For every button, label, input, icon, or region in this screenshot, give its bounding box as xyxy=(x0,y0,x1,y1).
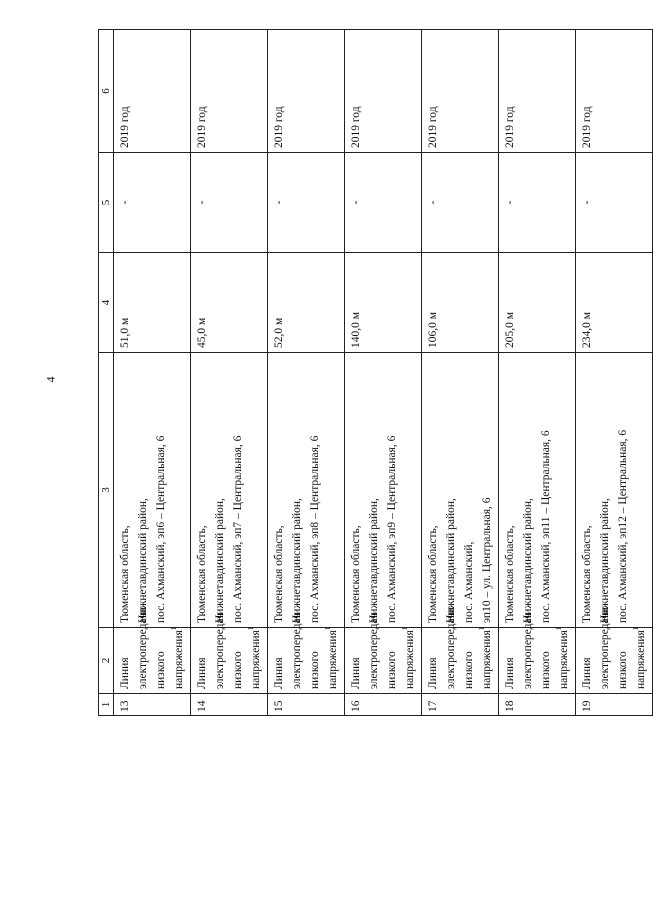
object-type-line xyxy=(270,632,288,689)
year-cell: 2019 год xyxy=(422,30,499,153)
table-row xyxy=(576,30,653,716)
object-type-line xyxy=(193,632,211,689)
table-row xyxy=(345,30,422,716)
object-type-text: напряжения xyxy=(558,630,570,689)
object-type-text: электропередач xyxy=(214,613,226,689)
object-type-cell xyxy=(191,613,268,694)
footnote-marker: 1 xyxy=(324,626,332,631)
address-cell xyxy=(268,353,345,628)
header-col-2: 2 xyxy=(99,628,114,694)
object-type-cell xyxy=(499,613,576,694)
object-type-line xyxy=(324,626,342,689)
row-number-cell: 18 xyxy=(499,694,576,716)
object-type-line xyxy=(229,632,247,689)
address-cell xyxy=(114,353,191,628)
object-type-line xyxy=(424,632,442,689)
address-line: Нижнетавдинский район, xyxy=(137,498,149,623)
object-type-text: Линия xyxy=(350,657,362,689)
object-type-line xyxy=(306,632,324,689)
object-type-text: низкого xyxy=(463,651,475,689)
address-line: пос. Ахманский, эп9 – Центральная, 6 xyxy=(386,435,398,623)
footnote-marker: 1 xyxy=(478,626,486,631)
object-type-text: электропередач xyxy=(368,613,380,689)
object-type-cell xyxy=(268,613,345,694)
table-row xyxy=(422,30,499,716)
page-number: 4 xyxy=(43,376,58,383)
address-line: пос. Ахманский, эп8 – Центральная, 6 xyxy=(309,435,321,623)
address-line: Нижнетавдинский район, xyxy=(445,498,457,623)
footnote-marker: 1 xyxy=(632,626,640,631)
address-line: пос. Ахманский, эп7 – Центральная, 6 xyxy=(232,435,244,623)
col5-cell: - xyxy=(499,153,576,253)
length-cell: 140,0 м xyxy=(345,253,422,353)
object-type-text: низкого xyxy=(232,651,244,689)
address-line: Тюменская область, xyxy=(427,525,439,623)
year-cell: 2019 год xyxy=(345,30,422,153)
object-type-line xyxy=(501,632,519,689)
object-type-line xyxy=(347,632,365,689)
address-line: Тюменская область, xyxy=(581,525,593,623)
object-type-text: Линия xyxy=(119,657,131,689)
object-type-text: Линия xyxy=(427,657,439,689)
header-col-6: 6 xyxy=(99,30,114,153)
object-type-line xyxy=(170,626,188,689)
object-type-line xyxy=(288,613,306,689)
object-type-line xyxy=(152,632,170,689)
object-type-text: напряжения xyxy=(173,630,185,689)
object-type-text: напряжения xyxy=(250,630,262,689)
col5-cell: - xyxy=(345,153,422,253)
object-type-line xyxy=(614,632,632,689)
object-type-text: Линия xyxy=(196,657,208,689)
length-cell: 205,0 м xyxy=(499,253,576,353)
row-number-cell: 19 xyxy=(576,694,653,716)
object-type-line xyxy=(134,606,152,689)
address-line: Нижнетавдинский район, xyxy=(291,498,303,623)
col5-cell: - xyxy=(576,153,653,253)
address-line: Тюменская область, xyxy=(196,525,208,623)
address-line: пос. Ахманский, эп11 – Центральная, 6 xyxy=(540,430,552,623)
address-line: Нижнетавдинский район, xyxy=(599,498,611,623)
object-type-text: электропередачи xyxy=(599,606,611,689)
address-cell xyxy=(345,353,422,628)
year-cell: 2019 год xyxy=(499,30,576,153)
object-type-text: Линия xyxy=(581,657,593,689)
row-number-cell: 13 xyxy=(114,694,191,716)
object-type-cell xyxy=(114,606,191,694)
object-type-line xyxy=(632,626,650,689)
table-row xyxy=(114,30,191,716)
address-line: пос. Ахманский, эп12 – Центральная, 6 xyxy=(617,429,629,623)
table-row xyxy=(191,30,268,716)
address-line: Нижнетавдинский район, xyxy=(368,498,380,623)
row-number-cell: 16 xyxy=(345,694,422,716)
row-number-cell: 14 xyxy=(191,694,268,716)
address-cell xyxy=(191,353,268,628)
table-row xyxy=(268,30,345,716)
object-type-line xyxy=(247,626,265,689)
length-cell: 45,0 м xyxy=(191,253,268,353)
address-line: Тюменская область, xyxy=(119,525,131,623)
row-number-cell: 15 xyxy=(268,694,345,716)
object-type-text: напряжения xyxy=(481,630,493,689)
address-line: пос. Ахманский, эп6 – Центральная, 6 xyxy=(155,435,167,623)
object-type-text: электропередач xyxy=(291,613,303,689)
object-type-line xyxy=(211,613,229,689)
col5-cell: - xyxy=(268,153,345,253)
year-cell: 2019 год xyxy=(576,30,653,153)
col5-cell: - xyxy=(114,153,191,253)
object-type-line xyxy=(401,626,419,689)
address-line: Тюменская область, xyxy=(504,525,516,623)
address-line: Тюменская область, xyxy=(273,525,285,623)
row-number-cell: 17 xyxy=(422,694,499,716)
year-cell: 2019 год xyxy=(114,30,191,153)
object-type-text: электропередачи xyxy=(445,606,457,689)
length-cell: 52,0 м xyxy=(268,253,345,353)
object-type-cell xyxy=(422,606,499,694)
length-cell: 106,0 м xyxy=(422,253,499,353)
object-type-line xyxy=(478,626,496,689)
col5-cell: - xyxy=(191,153,268,253)
object-type-text: низкого xyxy=(309,651,321,689)
length-cell: 51,0 м xyxy=(114,253,191,353)
address-line: пос. Ахманский, xyxy=(463,541,475,623)
object-type-line xyxy=(442,606,460,689)
header-row xyxy=(99,30,114,716)
objects-table xyxy=(98,29,653,716)
object-type-text: низкого xyxy=(386,651,398,689)
object-type-line xyxy=(537,632,555,689)
footnote-marker: 1 xyxy=(401,626,409,631)
object-type-line xyxy=(578,632,596,689)
footnote-marker: 1 xyxy=(247,626,255,631)
table-row xyxy=(499,30,576,716)
object-type-cell xyxy=(576,606,653,694)
object-type-text: низкого xyxy=(540,651,552,689)
year-cell: 2019 год xyxy=(191,30,268,153)
address-line: Нижнетавдинский район, xyxy=(522,498,534,623)
address-cell xyxy=(576,353,653,628)
object-type-text: напряжения xyxy=(635,630,647,689)
object-type-line xyxy=(460,632,478,689)
object-type-line xyxy=(519,613,537,689)
footnote-marker: 1 xyxy=(555,626,563,631)
object-type-text: Линия xyxy=(504,657,516,689)
header-col-1: 1 xyxy=(99,694,114,716)
rotated-table-container xyxy=(98,30,647,716)
object-type-text: напряжения xyxy=(404,630,416,689)
header-col-4: 4 xyxy=(99,253,114,353)
length-cell: 234,0 м xyxy=(576,253,653,353)
object-type-cell xyxy=(345,613,422,694)
year-cell: 2019 год xyxy=(268,30,345,153)
address-line: Тюменская область, xyxy=(350,525,362,623)
col5-cell: - xyxy=(422,153,499,253)
header-col-5: 5 xyxy=(99,153,114,253)
object-type-text: электропередач xyxy=(522,613,534,689)
object-type-line xyxy=(383,632,401,689)
address-line: эп10 – ул. Центральная, 6 xyxy=(481,497,493,623)
footnote-marker: 1 xyxy=(170,626,178,631)
header-col-3: 3 xyxy=(99,353,114,628)
address-line: Нижнетавдинский район, xyxy=(214,498,226,623)
object-type-text: электропередачи xyxy=(137,606,149,689)
object-type-text: низкого xyxy=(617,651,629,689)
object-type-line xyxy=(596,606,614,689)
object-type-text: Линия xyxy=(273,657,285,689)
object-type-line xyxy=(365,613,383,689)
address-cell xyxy=(499,353,576,628)
object-type-text: низкого xyxy=(155,651,167,689)
object-type-line xyxy=(555,626,573,689)
object-type-line xyxy=(116,632,134,689)
address-cell xyxy=(422,353,499,628)
object-type-text: напряжения xyxy=(327,630,339,689)
